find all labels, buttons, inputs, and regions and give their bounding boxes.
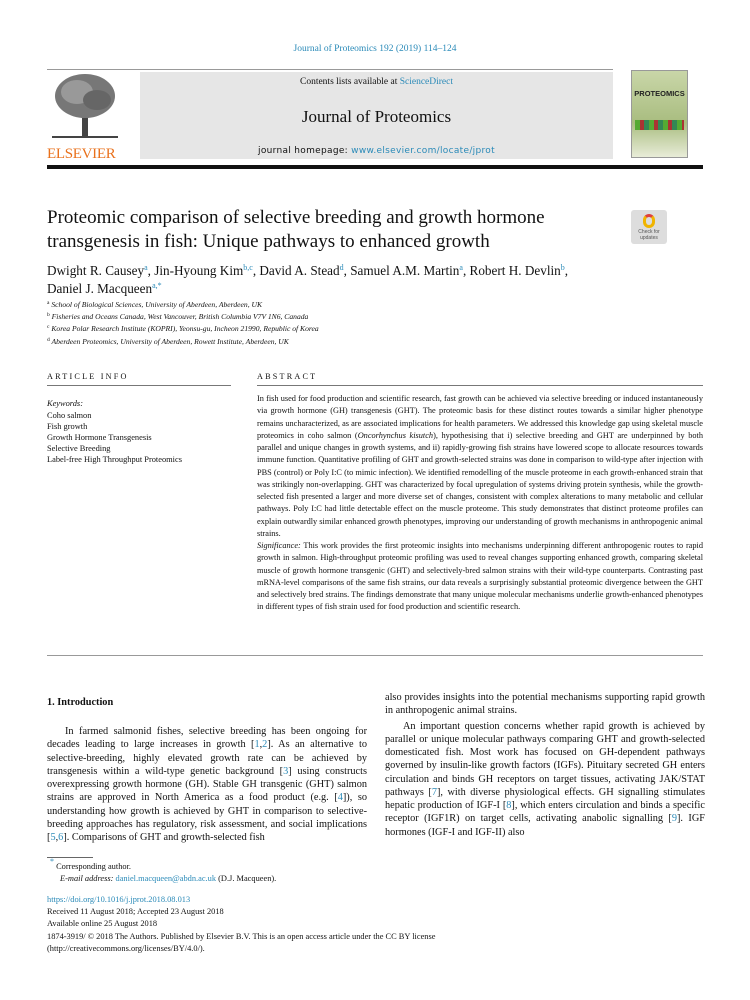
author-name[interactable]: Dwight R. Causey xyxy=(47,263,145,278)
contents-label: Contents lists available at xyxy=(299,77,400,87)
article-info-rule xyxy=(47,385,231,386)
citation-link[interactable]: 4 xyxy=(337,792,343,804)
elsevier-tree-icon xyxy=(47,72,122,142)
abstract-rule xyxy=(257,385,703,386)
elsevier-wordmark: ELSEVIER xyxy=(47,146,116,162)
check-updates-label: Check for updates xyxy=(638,229,660,241)
keyword: Fish growth xyxy=(47,422,88,431)
citation-link[interactable]: 9 xyxy=(671,813,677,825)
keyword: Coho salmon xyxy=(47,411,92,420)
author-affiliation-mark[interactable]: a,* xyxy=(152,281,162,290)
text-segment: ]), so understanding how growth is achieved by GHT in comparison to selective-breeding approaches has regulatory, risk assessment, and social implications [ xyxy=(47,792,367,843)
citation-link[interactable]: 8 xyxy=(506,800,512,811)
affiliation xyxy=(47,298,319,310)
section-heading-introduction: 1. Introduction xyxy=(47,697,114,708)
text-segment: ), hypothesising that i) selective breeding and GHT are underpinned by both parallel and unique changes in growth systems, and ii) rapidly-growing fish strains have lowered scope to allocate resources towards immune function. Quantitative profiling of GHT and growth-selected strains was done in comparison to wild-type after injection with PBS (control) or Poly I:C (to mimic infection). We identified remodelling of the muscle proteome in each growth-enhanced strain that was strikingly non-overlapping. GHT was characterized by focal upregulation of systems driving protein synthesis, while the growth-selected fish presented a larger and more diverse set of changes, consistent with complex alterations to many metabolic and cellular pathways. Poly I:C had little detectable effect on the muscle proteome. This study demonstrates that distinct proteome profiles can explain outwardly similar enhanced growth phenotypes, improving our understanding of growth mechanisms in anthropogenic animal strains. xyxy=(257,430,703,538)
copyright: 1874-3919/ © 2018 The Authors. Published by Elsevier B.V. This is an open access article under the CC BY license xyxy=(47,931,436,941)
header-rule xyxy=(47,69,613,70)
footnote xyxy=(50,857,277,885)
author-affiliation-mark[interactable]: d xyxy=(339,263,344,272)
author-name[interactable]: Daniel J. Macqueen xyxy=(47,281,153,296)
journal-title: Journal of Proteomics xyxy=(301,107,452,126)
intro-paragraph xyxy=(47,725,367,844)
citation-link[interactable]: 1 xyxy=(254,739,260,751)
affiliation-mark: c xyxy=(47,324,50,331)
text-segment: ]. IGF hormones (IGF-I and IGF-II) also xyxy=(385,813,705,838)
affiliation-text: Korea Polar Research Institute (KOPRI), Yeonsu-gu, Incheon 21990, Republic of Korea xyxy=(51,324,319,334)
text-segment: also provides insights into the potential mechanisms supporting rapid growth in anthropogenic animal strains. xyxy=(385,692,705,717)
article-title: Proteomic comparison of selective breeding and growth hormone transgenesis in fish: Unique pathways to enhanced growth xyxy=(47,207,545,252)
text-segment: ], with diverse physiological effects. GH signalling stimulates hepatic production of IGF-I [ xyxy=(385,786,705,811)
cover-title: PROTEOMICS xyxy=(634,89,685,98)
citation-link[interactable]: 7 xyxy=(431,786,437,798)
citation-link[interactable]: 6 xyxy=(58,832,64,843)
author-name[interactable]: David A. Stead xyxy=(259,263,340,278)
affiliation-mark: a xyxy=(47,300,50,306)
text-segment: An important question concerns whether rapid growth is achieved by parallel or unique molecular pathways comparing GHT and growth-selected domesticated fish. Most work has focused on GH-dependent pathways governed by insulin-like growth factors (IGFs). Pituitary secreted GH enters circulation and binds GH receptors on target tissues, activating JAK/STAT pathways [ xyxy=(385,720,705,798)
affiliation xyxy=(47,335,319,347)
author-name[interactable]: Robert H. Devlin xyxy=(469,263,561,278)
author-affiliation-mark[interactable]: a xyxy=(144,263,148,272)
license-link[interactable]: (http://creativecommons.org/licenses/BY/4.0/). xyxy=(47,943,205,953)
article-info-heading: ARTICLE INFO xyxy=(47,372,129,381)
text-segment: ]. As an alternative to selective-breeding, highly elevated growth rate can be achieved by transgenesis within a wild-type genetic background [ xyxy=(47,739,367,777)
text-segment: , xyxy=(55,832,59,843)
italic-text: Oncorhynchus kisutch xyxy=(357,430,434,440)
abstract xyxy=(257,393,703,614)
received-dates: Received 11 August 2018; Accepted 23 August 2018 xyxy=(47,907,224,917)
keywords-label: Keywords: xyxy=(47,399,83,408)
author-affiliation-mark[interactable]: b xyxy=(560,263,565,272)
intro-paragraph xyxy=(385,691,705,718)
abstract-heading: ABSTRACT xyxy=(257,372,318,381)
corresponding-author-label: Corresponding author. xyxy=(56,862,131,871)
citation-link[interactable]: 2 xyxy=(262,739,268,751)
affiliation xyxy=(47,310,319,322)
affiliation xyxy=(47,322,319,334)
keyword: Growth Hormone Transgenesis xyxy=(47,433,152,442)
masthead-rule xyxy=(47,165,703,169)
affiliation-text: Fisheries and Oceans Canada, West Vancouver, British Columbia V7V 1N6, Canada xyxy=(51,312,309,322)
online-date: Available online 25 August 2018 xyxy=(47,919,158,929)
text-segment: In fish used for food production and scientific research, fast growth can be achieved via selective breeding or induced instantaneously via growth hormone (GH) transgenesis (GHT). The proteomic basis for these distinct routes towards a similar higher phenotype remains uncharacterized, as are associated implications for health parameters. We addressed this knowledge gap using skeletal muscle proteomics in coho salmon ( xyxy=(257,394,703,440)
affiliation-text: School of Biological Sciences, University of Aberdeen, Aberdeen, UK xyxy=(51,300,263,309)
text-segment: ], which enters circulation and binds a specific receptor (IGF1R) on target cells, activating anabolic signalling [ xyxy=(385,800,705,825)
text-segment: In farmed salmonid fishes, selective breeding has been ongoing for decades leading to large increases in growth [ xyxy=(47,726,367,751)
homepage-label: journal homepage: xyxy=(258,146,352,156)
cover-graphic xyxy=(635,120,684,130)
author-list: Dwight R. Causey$^a$, Jin-Hyoung Kim$^{b,c}$, David A. Stead$^d$, Samuel A.M. Martin$^a$, Robert H. Devlin$^b$, Daniel J. Macqueen$^{a,*}$ xyxy=(47,263,569,296)
footnote-mark: * xyxy=(50,857,54,866)
author-affiliation-mark[interactable]: b,c xyxy=(243,263,253,272)
text-segment: ]. Comparisons of GHT and growth-selected fish xyxy=(63,832,265,843)
abstract-paragraph xyxy=(257,393,703,540)
italic-text: Significance: xyxy=(257,541,301,550)
affiliation-mark: b xyxy=(47,312,50,319)
author-name[interactable]: Jin-Hyoung Kim xyxy=(154,263,244,278)
check-updates-icon xyxy=(643,214,655,228)
journal-masthead xyxy=(140,72,613,159)
keyword: Selective Breeding xyxy=(47,444,111,453)
journal-cover-image xyxy=(631,70,688,158)
elsevier-logo xyxy=(47,72,122,160)
email-label: E-mail address: xyxy=(60,874,116,883)
email-link[interactable]: daniel.macqueen@abdn.ac.uk xyxy=(115,874,217,883)
homepage-link[interactable]: www.elsevier.com/locate/jprot xyxy=(351,146,495,156)
affiliation-text: Aberdeen Proteomics, University of Aberdeen, Rowett Institute, Aberdeen, UK xyxy=(51,336,289,346)
intro-column-left xyxy=(47,725,367,844)
intro-paragraph xyxy=(385,720,705,839)
citation-link[interactable]: 3 xyxy=(283,765,289,777)
sciencedirect-link[interactable]: ScienceDirect xyxy=(399,77,453,87)
keywords xyxy=(47,398,182,465)
author-affiliation-mark[interactable]: a xyxy=(459,263,463,272)
running-header[interactable]: Journal of Proteomics 192 (2019) 114–124 xyxy=(293,44,457,54)
citation-link[interactable]: 5 xyxy=(50,832,56,843)
email-owner: (D.J. Macqueen). xyxy=(216,874,277,883)
intro-column-right xyxy=(385,691,705,839)
author-name[interactable]: Samuel A.M. Martin xyxy=(350,263,460,278)
publication-info xyxy=(47,894,435,955)
significance-paragraph xyxy=(257,540,703,614)
text-segment: ] using constructs overexpressing growth hormone (GH). Stable GH transgenic (GHT) salmon strains are approved in North America as a food product (e.g. [ xyxy=(47,765,367,804)
abstract-bottom-rule xyxy=(47,655,703,656)
text-segment: , xyxy=(259,739,263,751)
affiliations xyxy=(47,298,319,347)
affiliation-mark: d xyxy=(47,336,50,343)
check-for-updates-button[interactable] xyxy=(631,210,667,244)
text-segment: This work provides the first proteomic insights into mechanisms underpinning different anthropogenic routes to rapid growth in salmon. High-throughput proteomic profiling was used to reveal changes supporting enhanced growth, comparing skeletal muscle of growth hormone transgenic (GHT) and selectively-bred salmon strains with their wild-type counterparts. Contrasting past mRNA-level comparisons of the same fish strains, our data reveals a surprisingly substantial proteomic divergence between the GHT and selectively bred strains. The findings demonstrate that many unique molecular mechanisms underlie growth-enhanced phenotypes in different types of fish strain used for food production and scientific research. xyxy=(257,541,703,612)
doi-link[interactable]: https://doi.org/10.1016/j.jprot.2018.08.013 xyxy=(47,895,191,904)
keyword: Label-free High Throughput Proteomics xyxy=(47,455,182,464)
